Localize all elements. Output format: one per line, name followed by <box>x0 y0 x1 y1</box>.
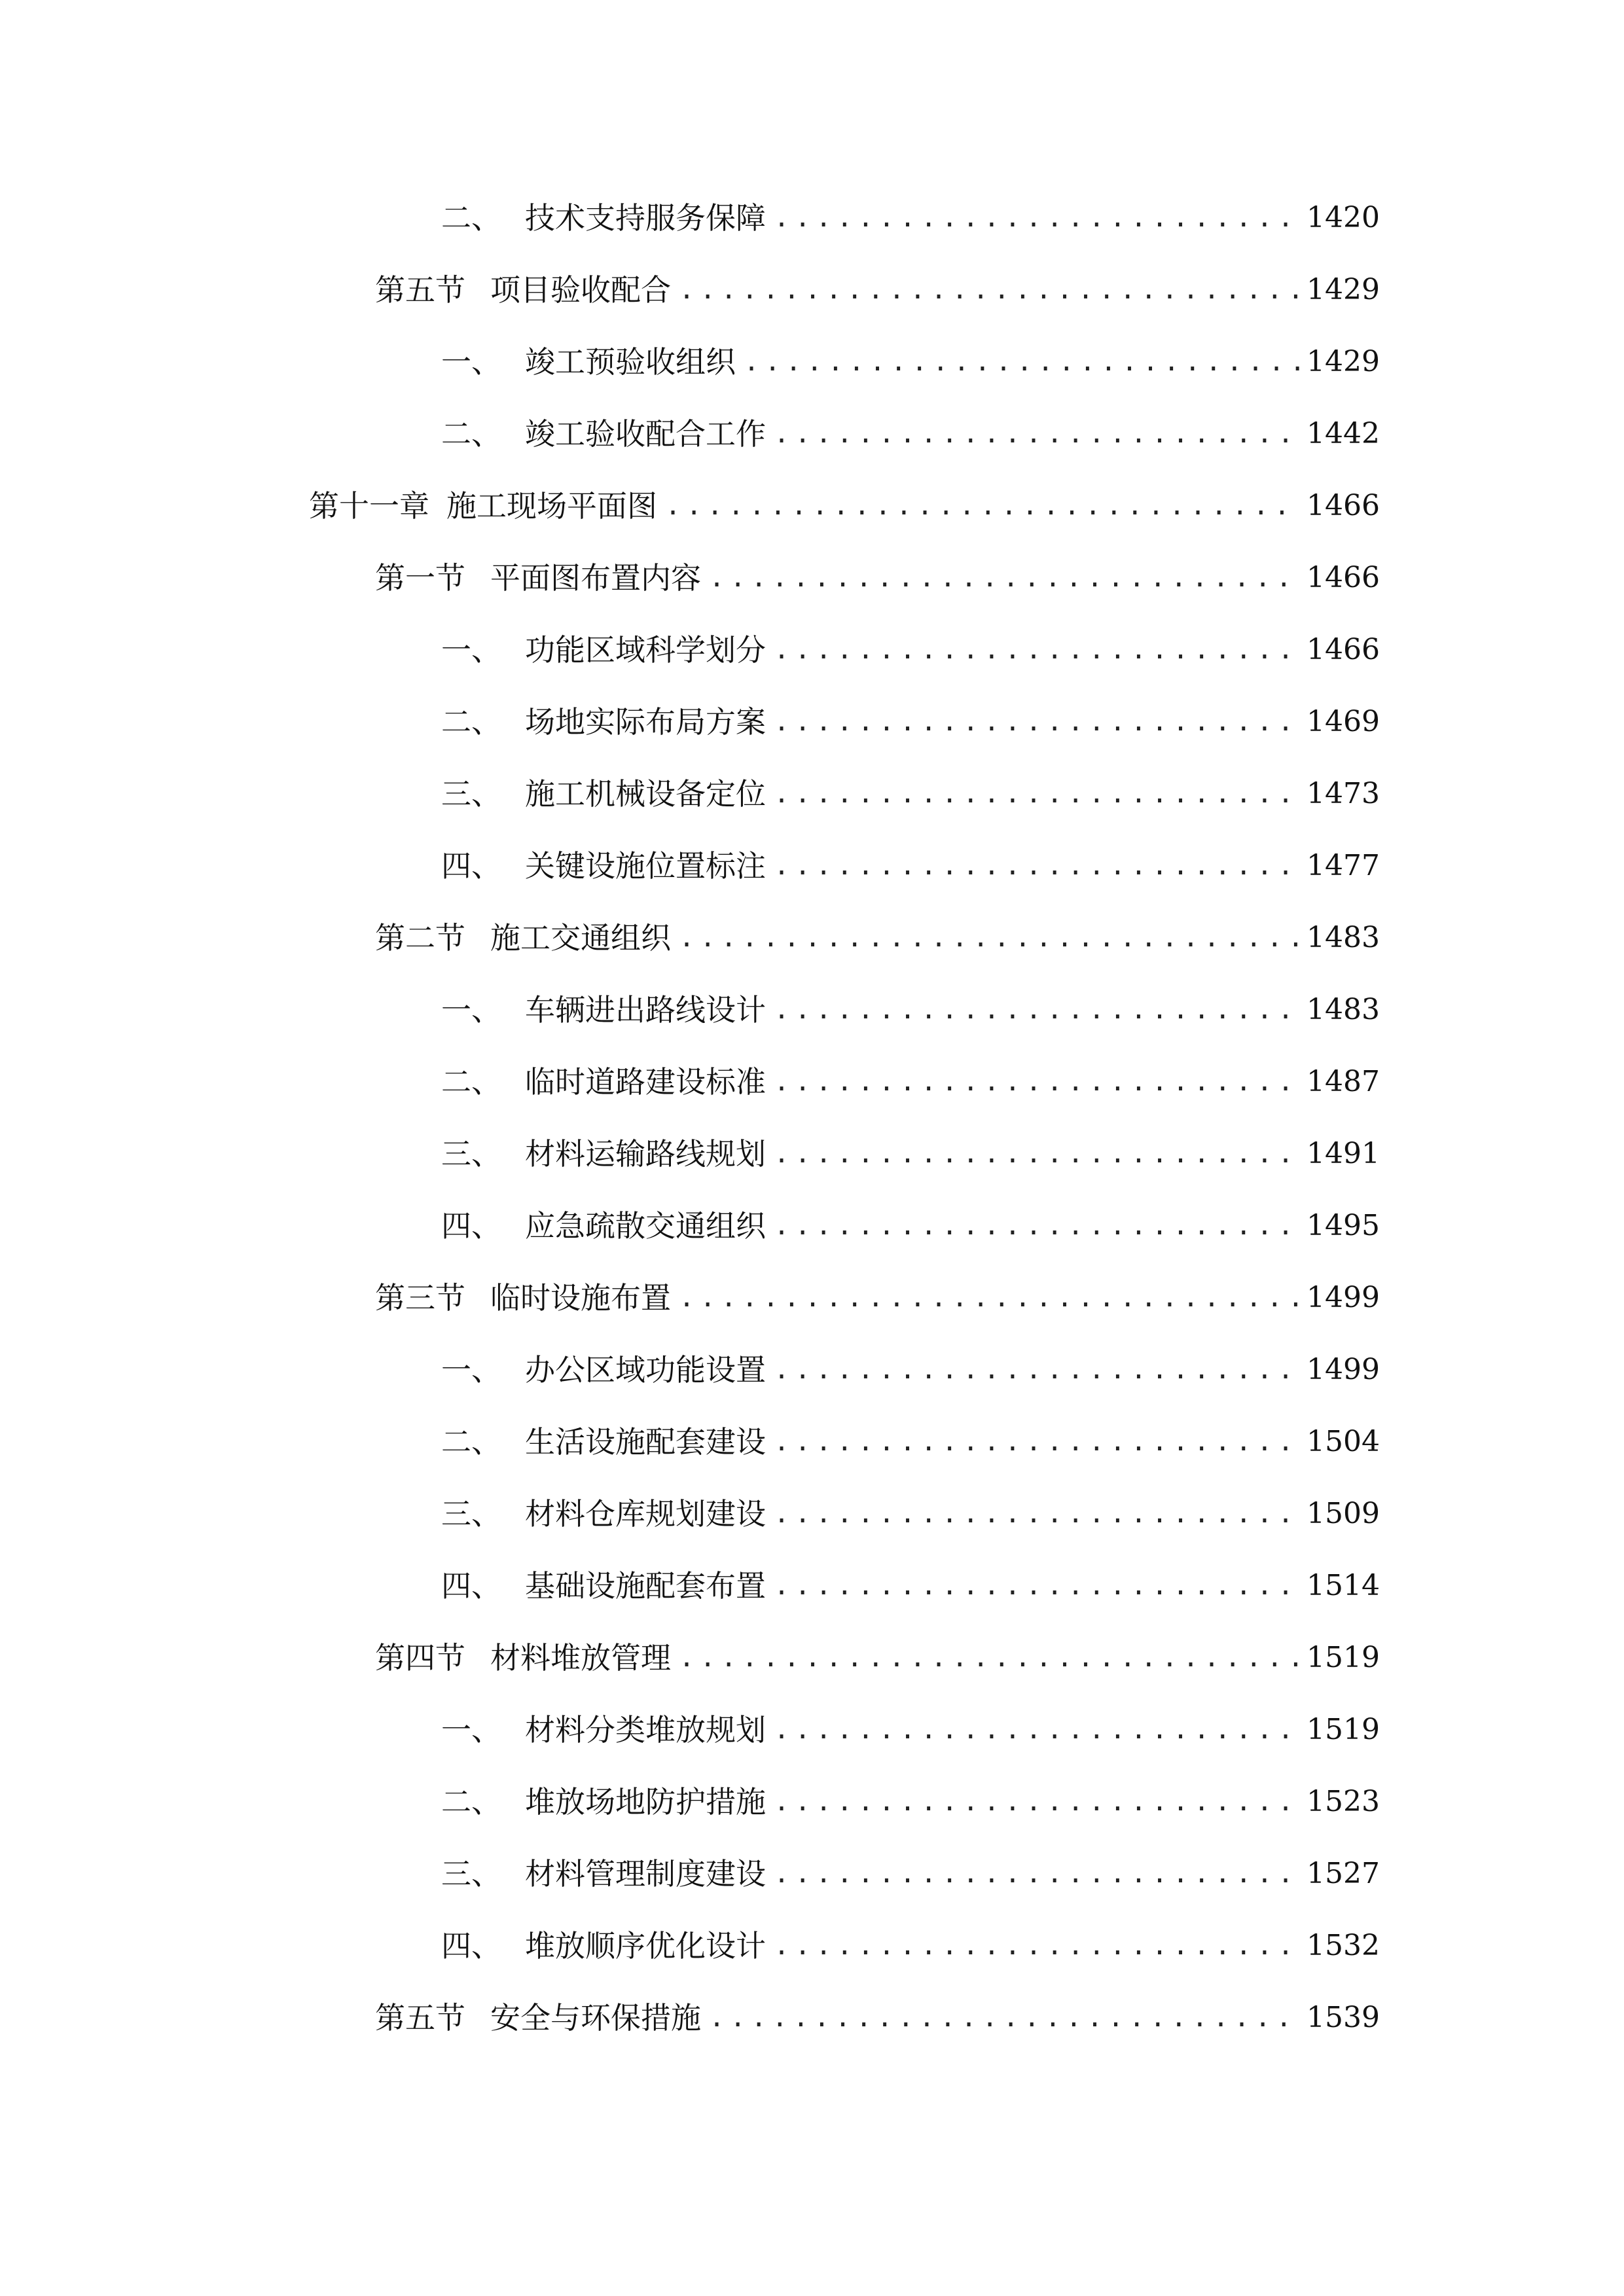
dot-leader <box>774 1776 1300 1828</box>
dot-leader <box>679 912 1300 964</box>
dot-leader <box>774 1056 1300 1108</box>
toc-entry[interactable] <box>441 1416 1380 1468</box>
toc-entry-title: 项目验收配合 <box>490 272 671 308</box>
toc-entry[interactable] <box>309 480 1380 532</box>
toc-entry-title: 平面图布置内容 <box>490 560 701 596</box>
toc-entry-number: 三、 <box>441 1856 501 1892</box>
dot-leader <box>679 264 1300 316</box>
toc-entry-page: 1509 <box>1307 1497 1380 1530</box>
dot-leader <box>679 1632 1300 1684</box>
toc-entry-number: 二、 <box>441 1784 501 1820</box>
toc-entry[interactable] <box>441 1848 1380 1900</box>
toc-entry-number: 一、 <box>441 1712 501 1748</box>
toc-entry-title: 材料堆放管理 <box>490 1640 671 1676</box>
toc-entry-title: 竣工验收配合工作 <box>525 416 766 452</box>
toc-entry-number: 四、 <box>441 848 501 884</box>
toc-entry[interactable] <box>375 264 1380 316</box>
dot-leader <box>774 768 1300 820</box>
toc-entry-number: 第二节 <box>375 920 465 956</box>
toc-entry-title: 车辆进出路线设计 <box>525 992 766 1028</box>
toc-entry-title: 堆放顺序优化设计 <box>525 1928 766 1964</box>
dot-leader <box>774 984 1300 1036</box>
toc-entry-title: 临时道路建设标准 <box>525 1064 766 1100</box>
toc-entry-number: 一、 <box>441 992 501 1028</box>
toc-entry[interactable] <box>441 1776 1380 1828</box>
toc-entry-number: 二、 <box>441 416 501 452</box>
toc-entry-page: 1539 <box>1307 2001 1380 2034</box>
toc-entry[interactable] <box>441 696 1380 748</box>
toc-entry[interactable] <box>375 1272 1380 1324</box>
dot-leader <box>774 696 1300 748</box>
toc-entry[interactable] <box>441 1344 1380 1396</box>
toc-entry-title: 基础设施配套布置 <box>525 1568 766 1604</box>
toc-entry-number: 二、 <box>441 1064 501 1100</box>
toc-entry[interactable] <box>441 1056 1380 1108</box>
toc-entry-page: 1442 <box>1307 417 1380 450</box>
dot-leader <box>774 192 1300 244</box>
dot-leader <box>709 1992 1300 2044</box>
toc-entry-title: 临时设施布置 <box>490 1280 671 1316</box>
toc-entry-page: 1466 <box>1307 489 1380 522</box>
toc-entry-page: 1491 <box>1307 1137 1380 1170</box>
toc-entry-number: 第三节 <box>375 1280 465 1316</box>
toc-entry-title: 施工现场平面图 <box>446 488 657 524</box>
toc-entry-number: 第五节 <box>375 272 465 308</box>
toc-entry-title: 材料仓库规划建设 <box>525 1496 766 1532</box>
toc-entry-title: 材料管理制度建设 <box>525 1856 766 1892</box>
toc-entry-title: 关键设施位置标注 <box>525 848 766 884</box>
toc-entry-number: 一、 <box>441 1352 501 1388</box>
dot-leader <box>774 1416 1300 1468</box>
toc-entry-page: 1477 <box>1307 849 1380 882</box>
toc-entry-page: 1469 <box>1307 705 1380 738</box>
toc-entry[interactable] <box>441 984 1380 1036</box>
toc-entry-number: 三、 <box>441 1136 501 1172</box>
dot-leader <box>774 1344 1300 1396</box>
toc-entry[interactable] <box>441 1128 1380 1180</box>
toc-entry-page: 1466 <box>1307 633 1380 666</box>
toc-entry-number: 四、 <box>441 1568 501 1604</box>
toc-entry-number: 四、 <box>441 1208 501 1244</box>
toc-entry[interactable] <box>441 840 1380 892</box>
toc-entry-page: 1532 <box>1307 1929 1380 1962</box>
dot-leader <box>774 1704 1300 1756</box>
toc-entry-title: 功能区域科学划分 <box>525 632 766 668</box>
toc-entry[interactable] <box>375 552 1380 604</box>
toc-entry-title: 施工机械设备定位 <box>525 776 766 812</box>
toc-entry-title: 材料运输路线规划 <box>525 1136 766 1172</box>
toc-entry[interactable] <box>441 1704 1380 1756</box>
toc-entry-page: 1504 <box>1307 1425 1380 1458</box>
dot-leader <box>774 1488 1300 1540</box>
dot-leader <box>774 1848 1300 1900</box>
toc-entry-title: 技术支持服务保障 <box>525 200 766 236</box>
toc-entry-page: 1483 <box>1307 993 1380 1026</box>
toc-entry[interactable] <box>441 624 1380 676</box>
toc-entry-page: 1420 <box>1307 201 1380 234</box>
toc-entry-title: 办公区域功能设置 <box>525 1352 766 1388</box>
dot-leader <box>665 480 1300 532</box>
toc-entry-number: 二、 <box>441 200 501 236</box>
toc-entry-number: 三、 <box>441 1496 501 1532</box>
toc-entry-page: 1473 <box>1307 777 1380 810</box>
toc-entry-number: 一、 <box>441 632 501 668</box>
dot-leader <box>709 552 1300 604</box>
dot-leader <box>774 1128 1300 1180</box>
toc-entry-page: 1519 <box>1307 1713 1380 1746</box>
toc-entry-page: 1523 <box>1307 1785 1380 1818</box>
toc-entry-number: 第四节 <box>375 1640 465 1676</box>
toc-entry-page: 1499 <box>1307 1281 1380 1314</box>
dot-leader <box>774 1920 1300 1972</box>
toc-entry-number: 四、 <box>441 1928 501 1964</box>
dot-leader <box>774 840 1300 892</box>
dot-leader <box>774 624 1300 676</box>
toc-entry-page: 1527 <box>1307 1857 1380 1890</box>
toc-entry[interactable] <box>441 192 1380 244</box>
toc-entry-title: 堆放场地防护措施 <box>525 1784 766 1820</box>
toc-entry-title: 生活设施配套建设 <box>525 1424 766 1460</box>
toc-entry-title: 材料分类堆放规划 <box>525 1712 766 1748</box>
toc-entry-title: 应急疏散交通组织 <box>525 1208 766 1244</box>
toc-entry-number: 第十一章 <box>309 488 429 524</box>
toc-entry-page: 1514 <box>1307 1569 1380 1602</box>
toc-entry-number: 第一节 <box>375 560 465 596</box>
toc-entry-title: 施工交通组织 <box>490 920 671 956</box>
toc-entry[interactable] <box>375 1992 1380 2044</box>
toc-entry[interactable] <box>441 1488 1380 1540</box>
toc-entry[interactable] <box>441 336 1380 388</box>
toc-entry-number: 三、 <box>441 776 501 812</box>
toc-entry[interactable] <box>441 768 1380 820</box>
dot-leader <box>774 1200 1300 1252</box>
toc-entry[interactable] <box>375 1632 1380 1684</box>
toc-entry-title: 安全与环保措施 <box>490 2000 701 2036</box>
dot-leader <box>744 336 1300 388</box>
toc-entry[interactable] <box>441 408 1380 460</box>
toc-entry-number: 一、 <box>441 344 501 380</box>
toc-entry-number: 二、 <box>441 704 501 740</box>
toc-entry[interactable] <box>441 1920 1380 1972</box>
toc-entry-page: 1483 <box>1307 921 1380 954</box>
toc-entry[interactable] <box>441 1560 1380 1612</box>
toc-entry-number: 二、 <box>441 1424 501 1460</box>
toc-entry-title: 竣工预验收组织 <box>525 344 736 380</box>
toc-entry-page: 1495 <box>1307 1209 1380 1242</box>
dot-leader <box>774 408 1300 460</box>
toc-entry-page: 1429 <box>1307 273 1380 306</box>
toc-entry-page: 1487 <box>1307 1065 1380 1098</box>
dot-leader <box>774 1560 1300 1612</box>
toc-entry-title: 场地实际布局方案 <box>525 704 766 740</box>
dot-leader <box>679 1272 1300 1324</box>
toc-entry-page: 1519 <box>1307 1641 1380 1674</box>
toc-entry[interactable] <box>375 912 1380 964</box>
toc-entry-page: 1499 <box>1307 1353 1380 1386</box>
toc-entry-page: 1429 <box>1307 345 1380 378</box>
toc-entry-number: 第五节 <box>375 2000 465 2036</box>
toc-entry-page: 1466 <box>1307 561 1380 594</box>
toc-entry[interactable] <box>441 1200 1380 1252</box>
